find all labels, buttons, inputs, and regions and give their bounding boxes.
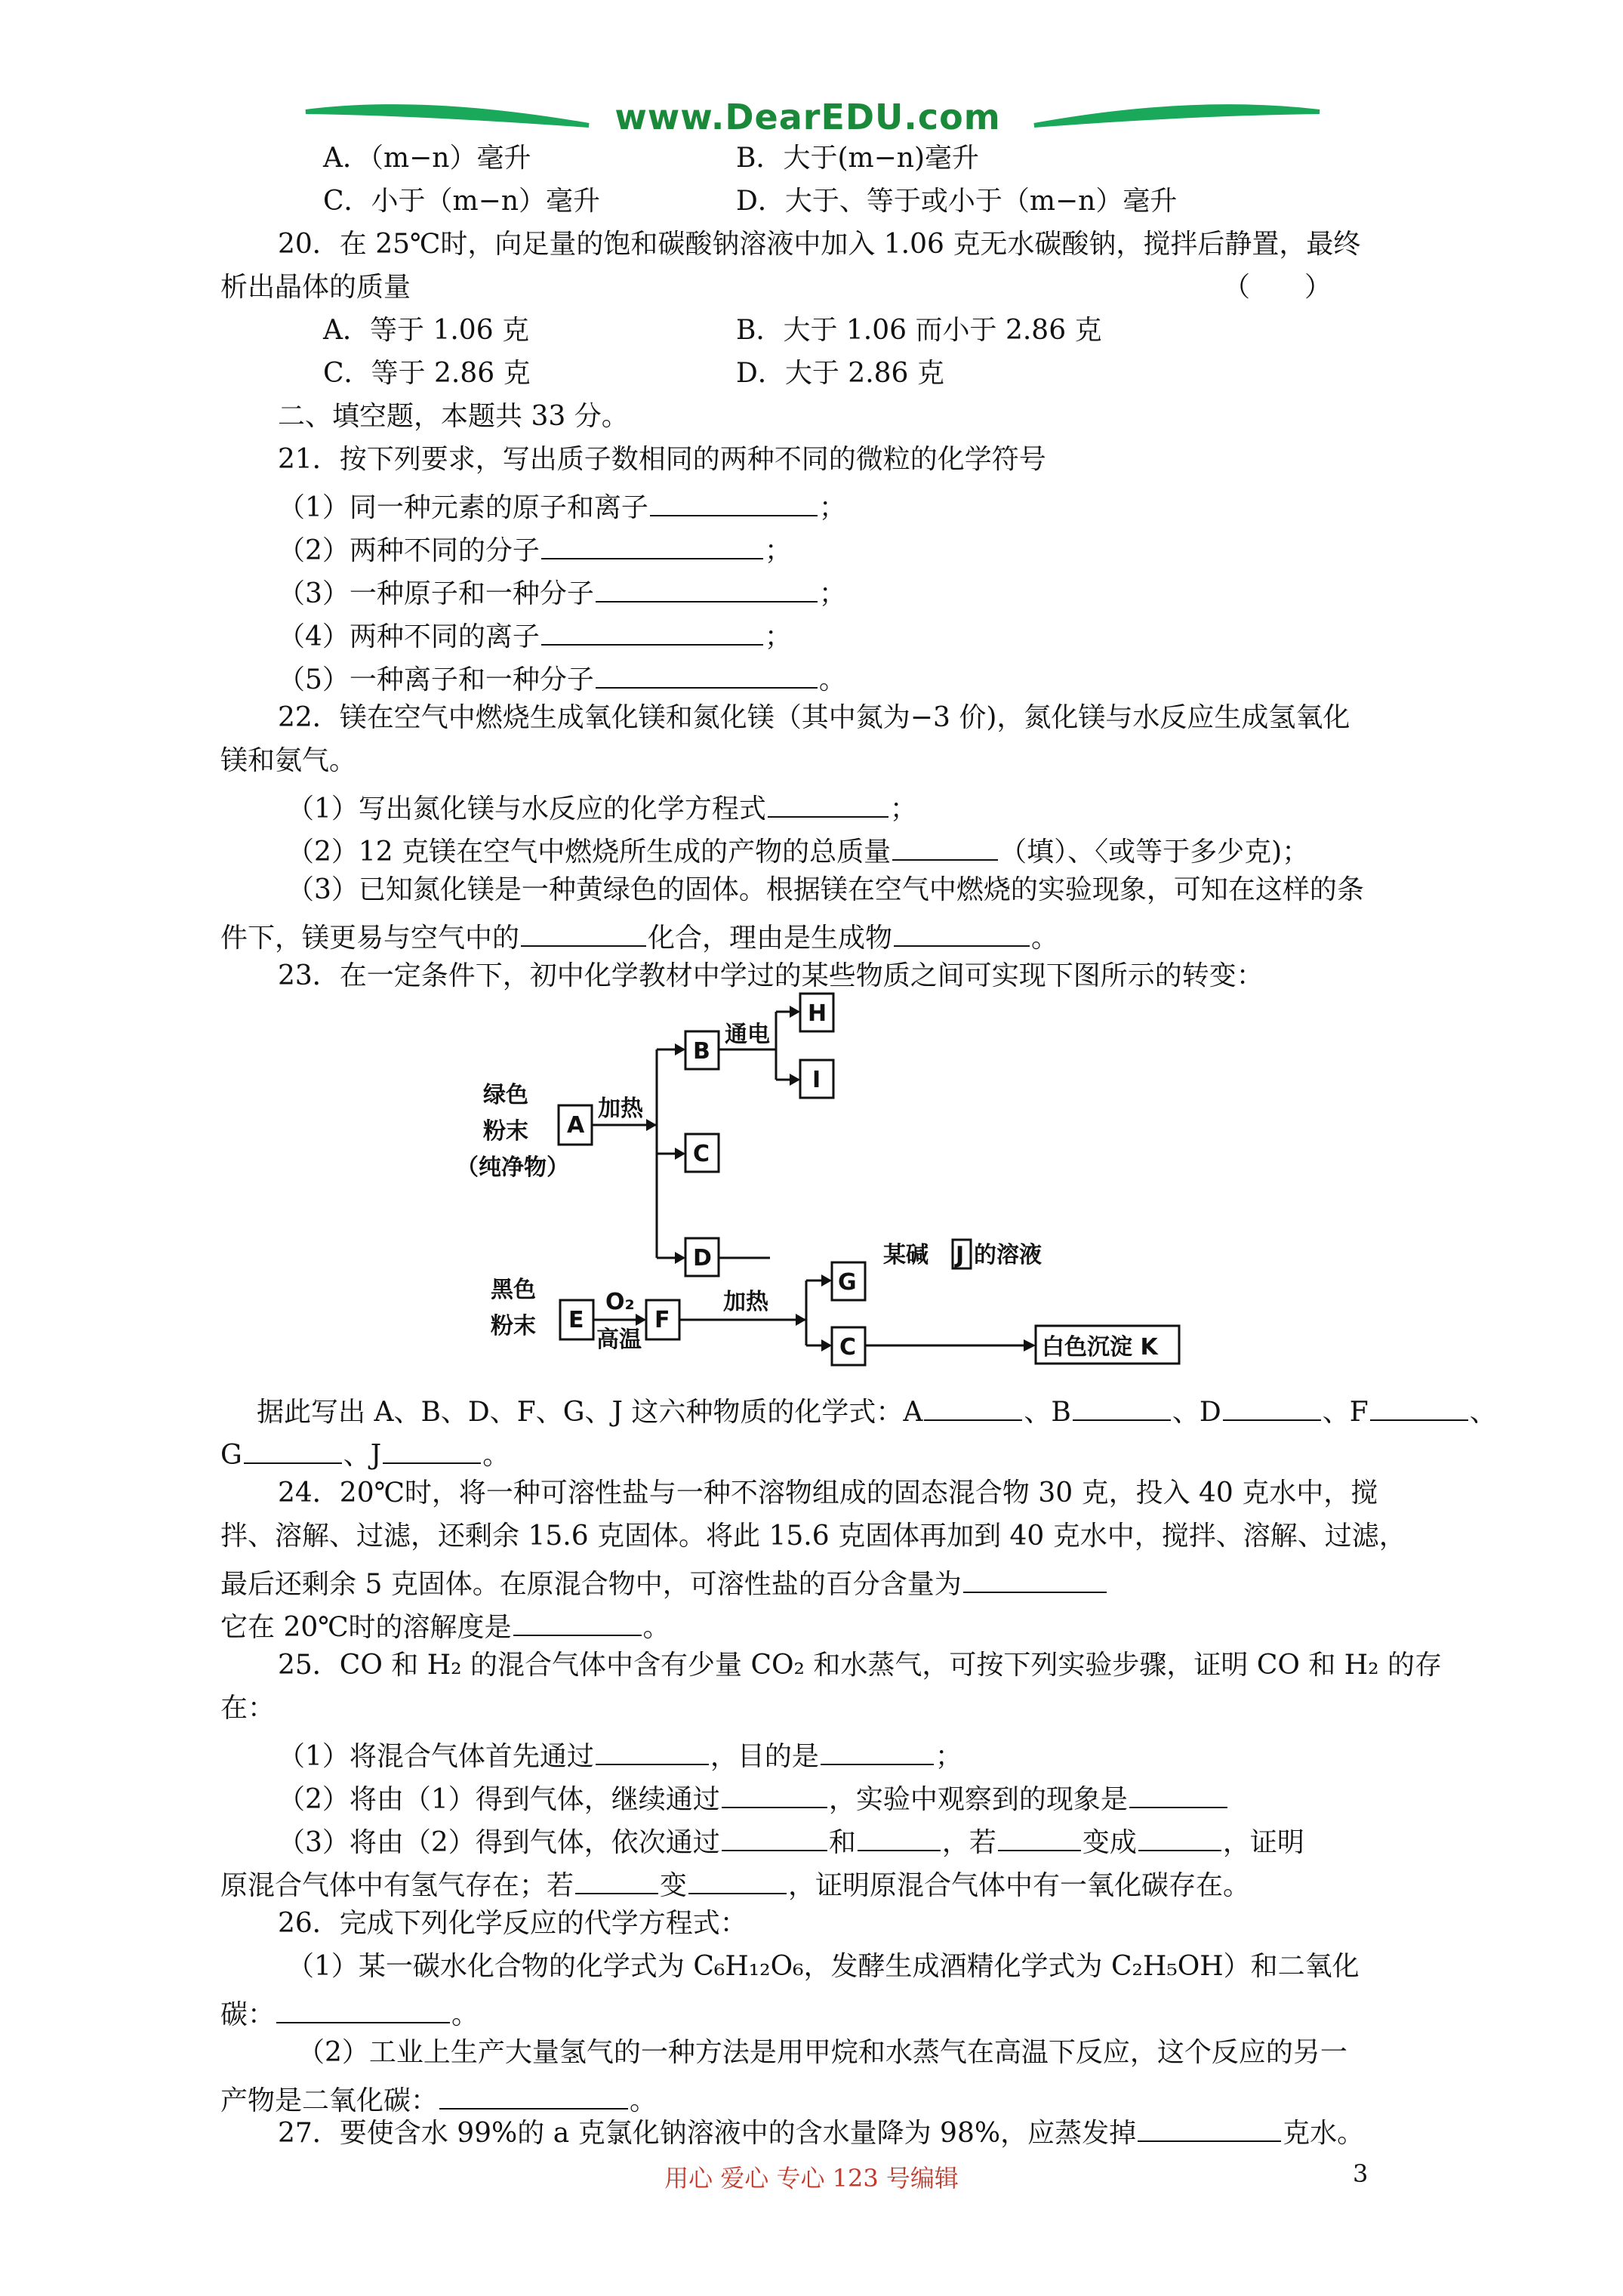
- answer-blank[interactable]: [1370, 1394, 1468, 1421]
- q19-option-d: D．大于、等于或小于（m−n）毫升: [736, 186, 1178, 217]
- answer-blank[interactable]: [596, 661, 818, 689]
- site-logo-text: www.DearEDU.com: [614, 97, 1001, 137]
- q22-sub3-line1: （3）已知氮化镁是一种黄绿色的固体。根据镁在空气中燃烧的实验现象，可知在这样的条: [287, 874, 1364, 905]
- q20-option-b: B．大于 1.06 而小于 2.86 克: [736, 315, 1102, 346]
- q21-item-1: （1）同一种元素的原子和离子 ；: [278, 489, 846, 522]
- q22-stem-line2: 镁和氨气。: [220, 745, 357, 776]
- q25-line2: 在：: [220, 1693, 276, 1724]
- q27-line: 27．要使含水 99%的 a 克氯化钠溶液中的含水量降为 98%，应蒸发掉 克水。: [278, 2115, 1364, 2147]
- q26-stem: 26．完成下列化学反应的代学方程式：: [278, 1908, 747, 1939]
- answer-blank[interactable]: [276, 1996, 450, 2023]
- answer-blank[interactable]: [439, 2082, 628, 2110]
- q21-item-3: （3）一种原子和一种分子 ；: [278, 575, 846, 608]
- diag-label-black: 黑色: [491, 1277, 536, 1303]
- q23-stem: 23．在一定条件下，初中化学教材中学过的某些物质之间可实现下图所示的转变：: [278, 960, 1264, 991]
- diag-label-pure: （纯净物）: [456, 1154, 569, 1181]
- q22-sub1: （1）写出氮化镁与水反应的化学方程式 ；: [287, 791, 917, 823]
- answer-blank[interactable]: [892, 834, 998, 861]
- q21-item-5: （5）一种离子和一种分子 。: [278, 661, 846, 694]
- answer-blank[interactable]: [596, 1738, 709, 1765]
- box-a-label: A: [567, 1112, 585, 1139]
- q26-sub2-line2: 产物是二氧化碳： 。: [220, 2082, 657, 2115]
- label-heat-1: 加热: [598, 1096, 643, 1122]
- q23-ask-line1: 据此写出 A、B、D、F、G、J 这六种物质的化学式：A 、B 、D 、F 、: [257, 1394, 1497, 1426]
- q23-ask-line2: G 、J 。: [220, 1437, 510, 1469]
- answer-blank[interactable]: [1129, 1781, 1227, 1808]
- q20-option-c: C．等于 2.86 克: [323, 358, 531, 389]
- answer-blank[interactable]: [521, 920, 646, 947]
- q25-sub1: （1）将混合气体首先通过 ，目的是 ；: [278, 1738, 962, 1771]
- box-d-label: D: [693, 1245, 712, 1271]
- q25-sub2: （2）将由（1）得到气体，继续通过 ，实验中观察到的现象是: [278, 1781, 1229, 1814]
- box-g-label: G: [838, 1269, 857, 1296]
- page-number: 3: [1353, 2159, 1369, 2188]
- q19-option-b: B．大于(m−n)毫升: [736, 143, 980, 174]
- q22-stem-line1: 22．镁在空气中燃烧生成氧化镁和氮化镁（其中氮为−3 价)，氮化镁与水反应生成氢氧化: [278, 702, 1350, 733]
- answer-blank[interactable]: [1138, 2115, 1281, 2142]
- answer-blank[interactable]: [894, 920, 1030, 947]
- q21-item-4: （4）两种不同的离子 ；: [278, 618, 792, 651]
- section-title: 二、填空题，本题共 33 分。: [278, 401, 629, 432]
- answer-blank[interactable]: [722, 1781, 827, 1808]
- box-k: [1036, 1326, 1179, 1364]
- q25-line1: 25．CO 和 H₂ 的混合气体中含有少量 CO₂ 和水蒸气，可按下列实验步骤，证明 CO 和 H₂ 的存: [278, 1650, 1443, 1681]
- q20-stem-line1: 20．在 25℃时，向足量的饱和碳酸钠溶液中加入 1.06 克无水碳酸钠，搅拌后静置，最终: [278, 229, 1361, 260]
- diag-label-green: 绿色: [483, 1082, 528, 1108]
- label-electrolysis: 通电: [725, 1022, 770, 1048]
- box-e-lower: [560, 1300, 593, 1339]
- answer-blank[interactable]: [1073, 1394, 1171, 1421]
- box-i: [800, 1060, 833, 1098]
- answer-blank[interactable]: [244, 1437, 342, 1464]
- box-b: [685, 1031, 719, 1069]
- box-h-label: H: [808, 1000, 827, 1027]
- answer-blank[interactable]: [513, 1609, 642, 1636]
- q24-line1: 24．20℃时，将一种可溶性盐与一种不溶物组成的固态混合物 30 克，投入 40 克水中，搅: [278, 1478, 1378, 1509]
- answer-blank[interactable]: [575, 1867, 658, 1894]
- answer-blank[interactable]: [688, 1867, 787, 1894]
- q19-option-a: A．（m−n）毫升: [323, 143, 531, 174]
- answer-blank[interactable]: [858, 1824, 941, 1851]
- box-f-label: F: [654, 1307, 670, 1333]
- q20-option-a: A．等于 1.06 克: [323, 315, 530, 346]
- box-f: [646, 1300, 679, 1339]
- box-d: [685, 1238, 719, 1276]
- box-h: [800, 994, 833, 1031]
- label-high-temp: 高温: [596, 1327, 642, 1353]
- q26-sub2-line1: （2）工业上生产大量氢气的一种方法是用甲烷和水蒸气在高温下反应，这个反应的另一: [297, 2037, 1347, 2068]
- answer-blank[interactable]: [998, 1824, 1081, 1851]
- q25-last-line: 原混合气体中有氢气存在；若 变 ，证明原混合气体中有一氧化碳存在。: [220, 1867, 1250, 1900]
- q22-sub2: （2）12 克镁在空气中燃烧所生成的产物的总质量 （填）、〈或等于多少克)；: [287, 834, 1309, 866]
- box-c-lower: [832, 1327, 865, 1365]
- box-j: [953, 1240, 971, 1268]
- q25-sub3: （3）将由（2）得到气体，依次通过 和 ，若 变成 ，证明: [278, 1824, 1304, 1857]
- box-k-label: 白色沉淀 K: [1042, 1334, 1158, 1361]
- answer-blank[interactable]: [1138, 1824, 1221, 1851]
- box-e-label: E: [568, 1307, 584, 1333]
- label-o2: O₂: [605, 1289, 635, 1315]
- q21-item-2: （2）两种不同的分子 ；: [278, 532, 792, 565]
- q20-answer-paren: （ ）: [1223, 272, 1332, 303]
- answer-blank[interactable]: [650, 489, 818, 516]
- box-c-upper: [685, 1134, 719, 1172]
- answer-blank[interactable]: [1223, 1394, 1321, 1421]
- diag-label-powder2: 粉末: [491, 1313, 536, 1339]
- label-solution: 的溶液: [974, 1242, 1042, 1268]
- q20-option-d: D．大于 2.86 克: [736, 358, 944, 389]
- answer-blank[interactable]: [383, 1437, 481, 1464]
- box-b-label: B: [693, 1038, 710, 1065]
- box-c-label: C: [693, 1141, 710, 1167]
- q22-sub3-line2: 件下，镁更易与空气中的 化合，理由是生成物 。: [220, 920, 1058, 952]
- answer-blank[interactable]: [722, 1824, 827, 1851]
- q24-line2: 拌、溶解、过滤，还剩余 15.6 克固体。将此 15.6 克固体再加到 40 克水中，搅拌、溶解、过滤，: [220, 1521, 1406, 1552]
- header-logo: [0, 0, 1623, 151]
- label-base: 某碱: [883, 1242, 929, 1268]
- answer-blank[interactable]: [596, 575, 818, 603]
- q20-stem-line2: 析出晶体的质量: [220, 272, 411, 303]
- answer-blank[interactable]: [768, 791, 888, 818]
- q24-line4: 它在 20℃时的溶解度是 。: [220, 1609, 670, 1641]
- diag-label-powder: 粉末: [483, 1118, 528, 1145]
- answer-blank[interactable]: [821, 1738, 934, 1765]
- box-a: [559, 1105, 592, 1145]
- answer-blank[interactable]: [541, 618, 763, 646]
- footer-editor-text: 用心 爱心 专心 123 号编辑: [664, 2164, 959, 2193]
- label-heat-2: 加热: [723, 1289, 768, 1315]
- answer-blank[interactable]: [541, 532, 763, 559]
- answer-blank[interactable]: [924, 1394, 1022, 1421]
- q19-option-c: C．小于（m−n）毫升: [323, 186, 601, 217]
- box-i-label: I: [812, 1067, 821, 1093]
- label-j: J: [956, 1242, 965, 1268]
- q24-line3: 最后还剩余 5 克固体。在原混合物中，可溶性盐的百分含量为: [220, 1566, 1108, 1598]
- q26-sub1-line2: 碳： 。: [220, 1996, 479, 2029]
- box-c2-label: C: [839, 1334, 857, 1361]
- box-g: [832, 1262, 865, 1300]
- answer-blank[interactable]: [963, 1566, 1107, 1593]
- q21-stem: 21．按下列要求，写出质子数相同的两种不同的微粒的化学符号: [278, 444, 1046, 475]
- q26-sub1-line1: （1）某一碳水化合物的化学式为 C₆H₁₂O₆，发酵生成酒精化学式为 C₂H₅OH）和二氧化: [287, 1951, 1360, 1982]
